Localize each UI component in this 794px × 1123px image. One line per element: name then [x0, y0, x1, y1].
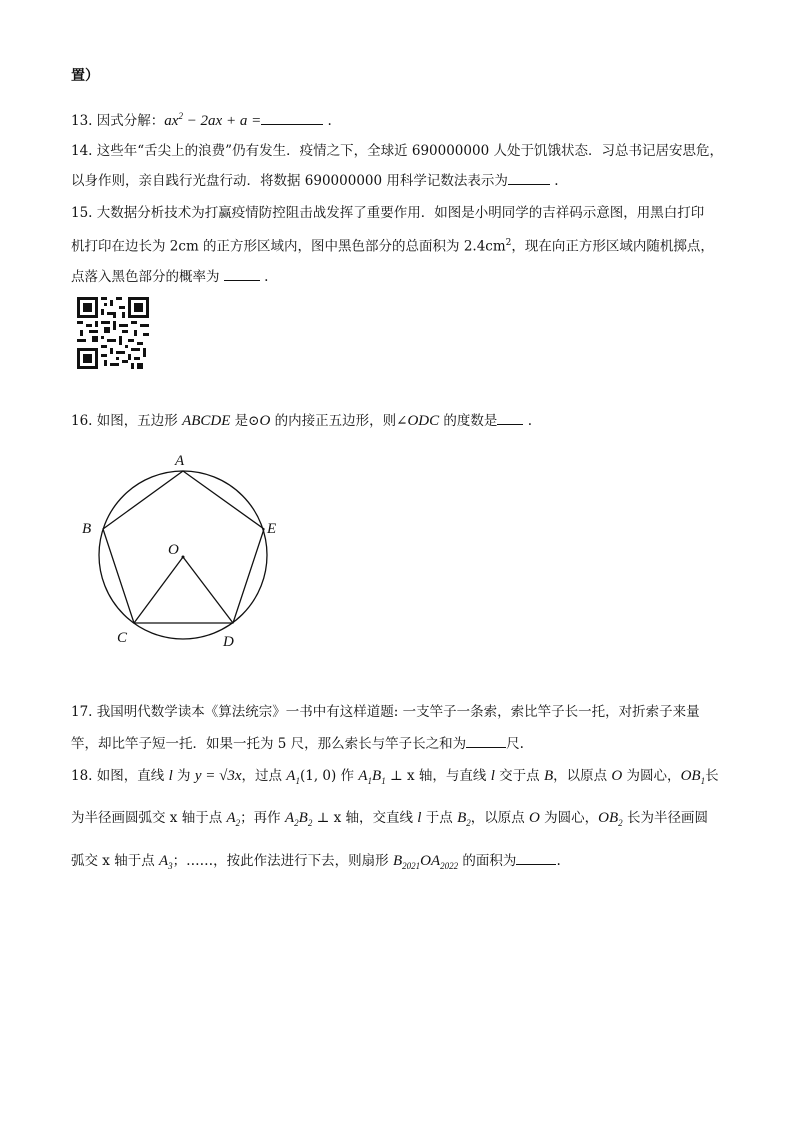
q18-answer-blank[interactable]: [516, 850, 556, 865]
q18-equation: y = √3x: [194, 768, 242, 784]
q18-text-2b: ；再作: [240, 810, 285, 826]
q18-sector-b: B: [392, 853, 403, 869]
q18-text-c: ，过点: [241, 768, 287, 784]
q16-suffix: .: [527, 413, 533, 429]
q18-a1-sub: 1: [295, 776, 300, 786]
q16-circle: O: [259, 413, 271, 429]
q18-text-f: 交于点: [494, 768, 544, 784]
q18-a2b2-b: B: [298, 810, 308, 826]
segment-oc: [134, 557, 183, 623]
q18-ob1-letters: OB: [680, 768, 701, 784]
q18-line-l-2: l: [490, 768, 495, 784]
q18-text-b: 为: [172, 768, 195, 784]
q18-a1-letter: A: [286, 768, 296, 784]
q18-a3-letter: A: [159, 853, 169, 869]
q14-answer-blank[interactable]: [508, 170, 550, 185]
q18-point-o-2: O: [529, 810, 540, 826]
q18-text-3a: 弧交 x 轴于点: [71, 853, 159, 869]
q18-text-2c: ⊥ x 轴，交直线: [312, 810, 418, 826]
q18-text-3b: ；……，按此作法进行下去，则扇形: [172, 853, 393, 869]
q13-answer-blank[interactable]: [261, 110, 323, 125]
question-16: [71, 410, 532, 431]
q18-text-d: (1, 0) 作: [299, 768, 359, 784]
q16-angle: ODC: [407, 413, 440, 429]
section-header: 置）: [71, 68, 99, 84]
q18-line-l: l: [168, 768, 173, 784]
q18-a1b1-sub1: 1: [367, 776, 373, 786]
question-14-line2: [71, 170, 558, 191]
q18-text-g: ，以原点: [553, 768, 612, 784]
label-a: A: [175, 453, 185, 469]
q15-line3-prefix: 点落入黑色部分的概率为: [71, 269, 224, 285]
q18-point-b2: [457, 810, 471, 826]
label-o: O: [168, 542, 179, 558]
q18-segment-a1b1: [358, 768, 385, 784]
q18-point-a2: [227, 810, 241, 826]
q17-suffix: 尺.: [506, 736, 524, 752]
label-d: D: [223, 634, 234, 650]
q18-sector-b-sub: 2021: [402, 861, 421, 871]
q16-middle2: 的内接正五边形，则∠: [270, 413, 408, 429]
q15-suffix: .: [264, 269, 269, 285]
q17-answer-blank[interactable]: [466, 733, 506, 748]
q13-expr-sup: 2: [178, 111, 183, 121]
q18-b2-sub: 2: [466, 818, 471, 828]
question-18-line1: [71, 766, 719, 791]
qr-code-image: [77, 297, 149, 369]
q18-segment-a2b2: [285, 810, 312, 826]
q18-text-2f: 为圆心，: [539, 810, 599, 826]
question-14-line1: 14. 这些年“舌尖上的浪费”仍有发生．疫情之下，全球近 690000000 人处于饥饿状态．习总书记居安思危，: [71, 143, 723, 159]
q18-line-l-3: l: [417, 810, 422, 826]
segment-od: [183, 557, 233, 623]
label-e: E: [267, 521, 277, 537]
q18-ob2: [598, 810, 623, 826]
q16-middle: 是⊙: [230, 413, 260, 429]
q16-answer-blank[interactable]: [497, 410, 523, 425]
q18-a1b1-a: A: [358, 768, 368, 784]
q18-a1b1-sub2: 1: [381, 776, 386, 786]
q15-line2-suffix: ，现在向正方形区域内随机掷点，: [511, 238, 714, 255]
q18-sector-oa: OA: [420, 853, 441, 869]
question-15-line3: [71, 266, 268, 287]
question-15-line2: [71, 233, 714, 257]
question-18-line3: [71, 850, 561, 876]
q15-line2-sup: 2: [505, 238, 512, 248]
q18-text-h: 为圆心，: [622, 768, 681, 784]
question-15-line1: 15. 大数据分析技术为打赢疫情防控阻击战发挥了重要作用．如图是小明同学的吉祥码示意图，用黑白打印: [71, 205, 705, 221]
label-b: B: [82, 521, 92, 537]
q15-answer-blank[interactable]: [224, 266, 260, 281]
q18-ob2-letters: OB: [598, 810, 619, 826]
question-17-line1: 17. 我国明代数学读本《算法统宗》一书中有这样道题: 一支竿子一条索，索比竿子长一托，对折索子来量: [71, 704, 700, 720]
q18-a1b1-b: B: [372, 768, 382, 784]
q18-text-2a: 为半径画圆弧交 x 轴于点: [71, 810, 227, 826]
center-point: [182, 556, 185, 559]
q17-line2-prefix: 竿，却比竿子短一托．如果一托为 5 尺，那么索长与竿子长之和为: [71, 736, 467, 752]
q18-a2-sub: 2: [235, 818, 241, 828]
question-17-line2: [71, 733, 524, 754]
q14-suffix: .: [554, 173, 559, 189]
q18-a2b2-a: A: [284, 810, 295, 826]
q13-suffix: .: [327, 113, 332, 129]
q14-line2-prefix: 以身作则，亲自践行光盘行动．将数据 690000000 用科学记数法表示为: [71, 173, 508, 189]
q18-point-a1: [286, 768, 300, 784]
q18-suffix: .: [556, 853, 561, 869]
q18-text-2d: 于点: [421, 810, 458, 826]
q18-text-a: 18. 如图，直线: [71, 768, 169, 784]
q18-a2-letter: A: [226, 810, 236, 826]
q18-ob1: [681, 768, 706, 784]
pentagon-circle-figure: [78, 450, 288, 655]
circle-o: [99, 471, 267, 639]
q18-sector-a-sub: 2022: [440, 861, 459, 871]
q13-expr-a: ax: [164, 113, 179, 129]
q16-pentagon: ABCDE: [182, 413, 231, 429]
q18-text-2g: 长为半径画圆: [622, 810, 708, 826]
q13-prefix: 13. 因式分解：: [71, 113, 165, 129]
q13-expr-rest: − 2ax + a =: [182, 113, 262, 129]
question-18-line2: [71, 808, 708, 833]
q18-text-i: 长: [705, 768, 719, 784]
q18-text-2e: ，以原点: [470, 810, 530, 826]
q18-a2b2-sub1: 2: [294, 818, 299, 828]
q18-point-a3: [159, 853, 173, 869]
question-13: [71, 106, 332, 131]
q16-suffix-text: 的度数是: [439, 413, 498, 429]
q16-prefix: 16. 如图，五边形: [71, 413, 183, 429]
q13-expression: [164, 113, 261, 129]
q18-b2-letter: B: [457, 810, 467, 826]
q18-text-3c: 的面积为: [458, 853, 517, 869]
q18-text-e: ⊥ x 轴，与直线: [385, 768, 491, 784]
q15-line2-prefix: 机打印在边长为 2cm 的正方形区域内，图中黑色部分的总面积为 2.4cm: [71, 238, 506, 255]
q18-ob1-sub: 1: [700, 776, 706, 786]
q18-point-o: O: [611, 768, 623, 784]
q18-ob2-sub: 2: [618, 818, 623, 828]
q18-sector: [393, 853, 458, 869]
label-c: C: [117, 630, 128, 646]
q18-point-b: B: [543, 768, 554, 784]
q18-a2b2-sub2: 2: [307, 818, 313, 828]
q18-a3-sub: 3: [168, 861, 173, 871]
